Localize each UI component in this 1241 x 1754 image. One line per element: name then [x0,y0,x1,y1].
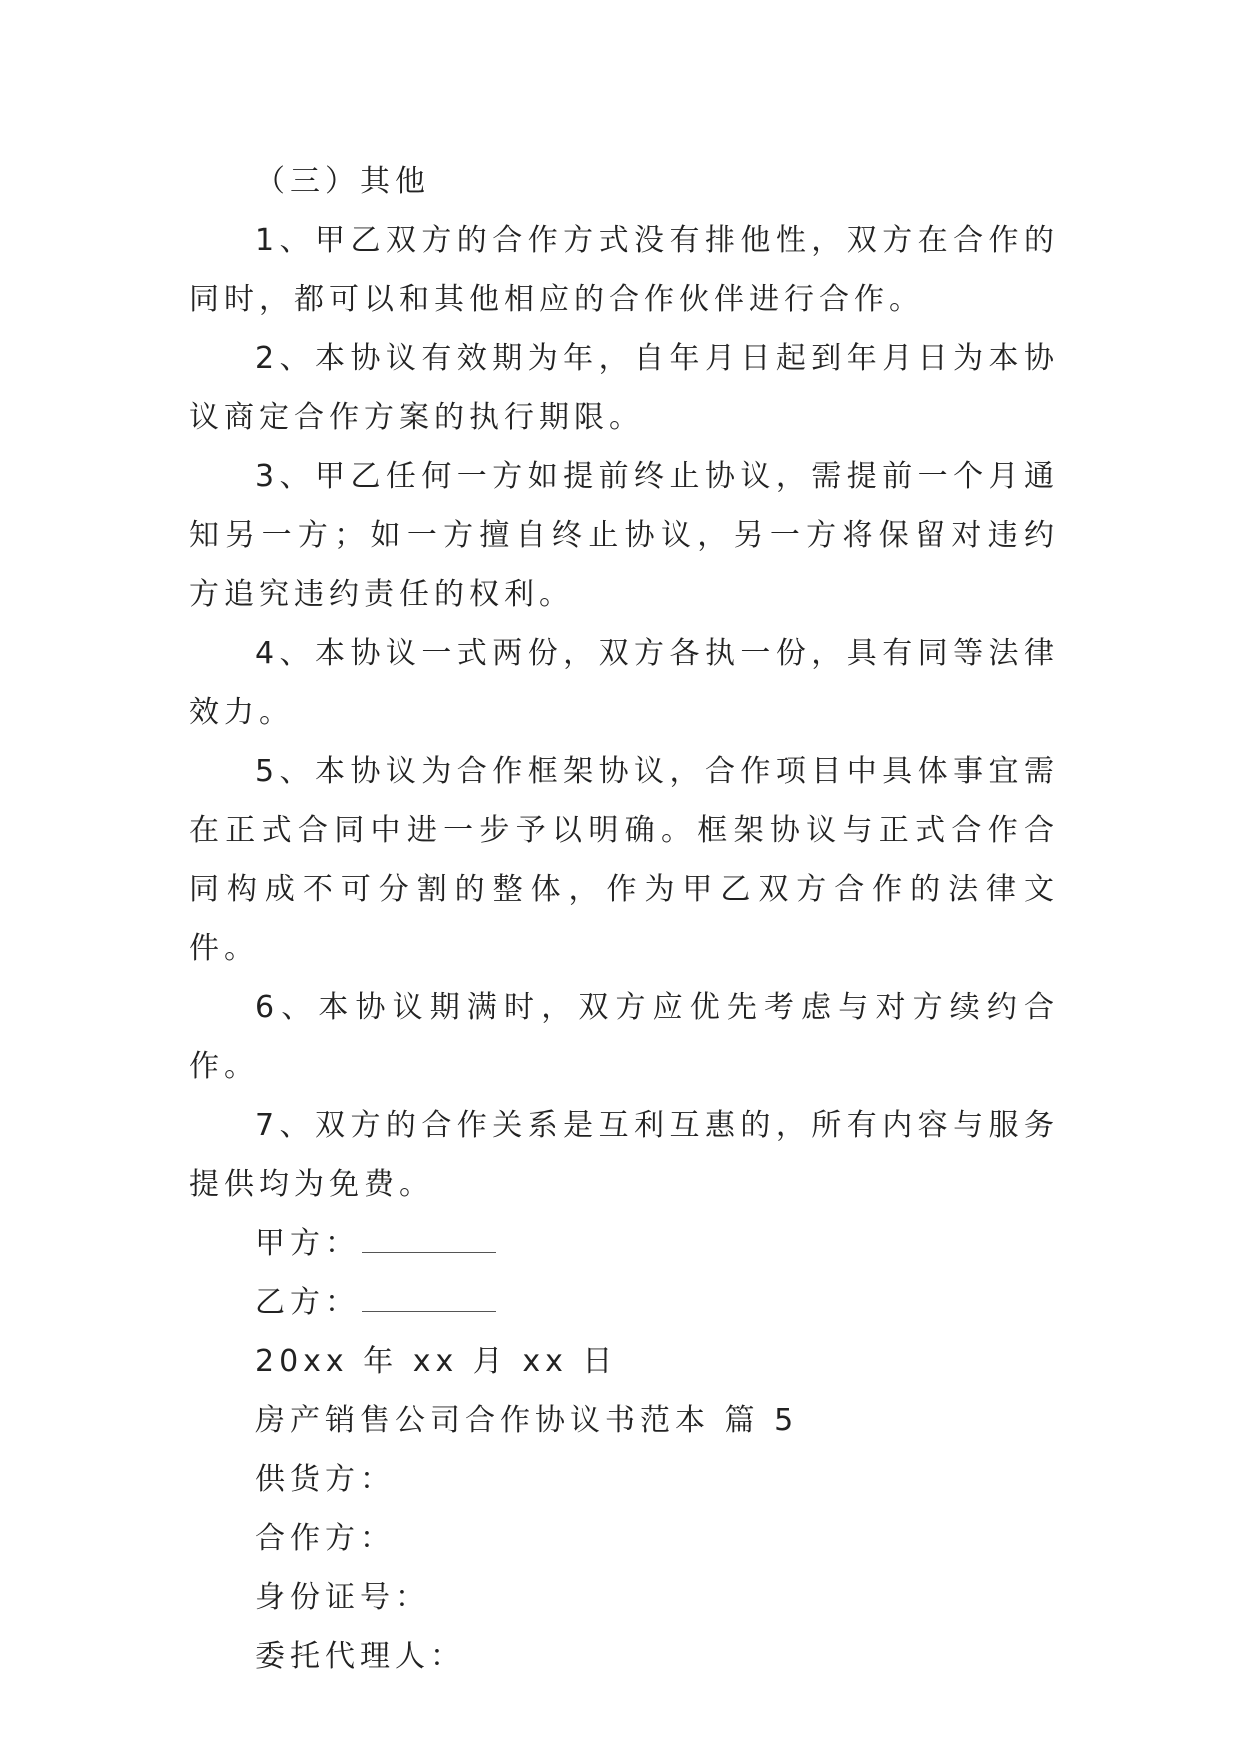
clause-2: 2、本协议有效期为年，自年月日起到年月日为本协议商定合作方案的执行期限。 [189,341,1059,435]
supplier-label: 供货方： [255,1462,395,1497]
clause-6: 6、本协议期满时，双方应优先考虑与对方续约合作。 [189,990,1059,1084]
clause-4: 4、本协议一式两份，双方各执一份，具有同等法律效力。 [189,636,1059,730]
party-a-signature-line [189,1214,1059,1273]
next-agreement-title: 房产销售公司合作协议书范本 篇 5 [255,1403,799,1438]
party-b-blank [362,1287,496,1312]
clause-3: 3、甲乙任何一方如提前终止协议，需提前一个月通知另一方；如一方擅自终止协议，另一方将保留对违约方追究违约责任的权利。 [189,459,1059,612]
clause-7: 7、双方的合作关系是互利互惠的，所有内容与服务提供均为免费。 [189,1108,1059,1202]
party-b-label: 乙方： [255,1285,360,1320]
document-body [189,152,1059,1686]
clause-1: 1、甲乙双方的合作方式没有排他性，双方在合作的同时，都可以和其他相应的合作伙伴进行合作。 [189,223,1059,317]
party-a-blank [362,1228,496,1253]
clause-5: 5、本协议为合作框架协议，合作项目中具体事宜需在正式合同中进一步予以明确。框架协议与正式合作合同构成不可分割的整体，作为甲乙双方合作的法律文件。 [189,754,1059,966]
section-heading: （三）其他 [255,164,430,199]
agreement-date: 20xx 年 xx 月 xx 日 [255,1344,618,1379]
partner-label: 合作方： [255,1521,395,1556]
party-a-label: 甲方： [255,1226,360,1261]
agent-label: 委托代理人： [255,1639,465,1674]
party-b-signature-line [189,1273,1059,1332]
id-number-label: 身份证号： [255,1580,430,1615]
